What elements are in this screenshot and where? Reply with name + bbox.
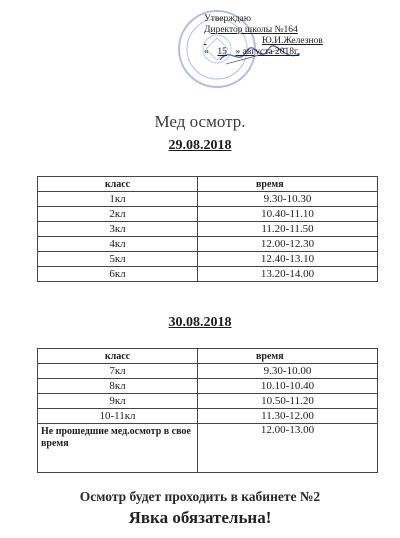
cell-class: 9кл	[38, 394, 198, 409]
cell-time: 9.30-10.00	[198, 364, 378, 379]
day2-date: 30.08.2018	[168, 315, 232, 330]
table-row	[38, 409, 378, 424]
cell-time: 12.40-13.10	[198, 252, 378, 267]
page-title: Мед осмотр.	[154, 112, 246, 131]
table-row	[38, 424, 378, 473]
date-open-quote: «	[204, 47, 209, 57]
column-header-time: время	[198, 177, 378, 192]
table-row	[38, 192, 378, 207]
day1-date: 29.08.2018	[168, 138, 232, 153]
table-row	[38, 379, 378, 394]
day1-schedule-table	[37, 176, 378, 282]
cell-class: 5кл	[38, 252, 198, 267]
cell-class: 2кл	[38, 207, 198, 222]
cell-class-note: Не прошедшие мед.осмотр в свое время	[38, 424, 198, 473]
footer-location: Осмотр будет проходить в кабинете №2	[79, 489, 321, 504]
approval-line-name	[176, 36, 366, 47]
table-row	[38, 207, 378, 222]
cell-time: 12.00-13.00	[198, 424, 378, 473]
cell-time: 13.20-14.00	[198, 267, 378, 282]
table-row	[38, 267, 378, 282]
table-header-row	[38, 349, 378, 364]
cell-class: 6кл	[38, 267, 198, 282]
cell-time: 11.20-11.50	[198, 222, 378, 237]
column-header-time: время	[198, 349, 378, 364]
column-header-class: класс	[38, 177, 198, 192]
cell-class: 7кл	[38, 364, 198, 379]
approval-line-position: Директор школы №164	[204, 25, 298, 35]
table-row	[38, 364, 378, 379]
cell-class: 4кл	[38, 237, 198, 252]
date-day: 15	[217, 47, 227, 57]
approval-line-approve: Утверждаю	[204, 14, 251, 24]
cell-time: 10.50-11.20	[198, 394, 378, 409]
approval-block	[176, 14, 366, 58]
cell-time: 9.30-10.30	[198, 192, 378, 207]
cell-time: 10.10-10.40	[198, 379, 378, 394]
table-row	[38, 252, 378, 267]
table-row	[38, 237, 378, 252]
table-header-row	[38, 177, 378, 192]
director-name: Ю.И.Железнов	[262, 36, 323, 46]
cell-time: 11.30-12.00	[198, 409, 378, 424]
cell-time: 10.40-11.10	[198, 207, 378, 222]
cell-class: 10-11кл	[38, 409, 198, 424]
cell-class: 8кл	[38, 379, 198, 394]
column-header-class: класс	[38, 349, 198, 364]
day2-schedule-table	[37, 348, 378, 473]
approval-line-date	[176, 47, 366, 58]
cell-time: 12.00-12.30	[198, 237, 378, 252]
table-row	[38, 222, 378, 237]
footer-mandatory: Явка обязательна!	[128, 508, 272, 527]
cell-class: 3кл	[38, 222, 198, 237]
table-row	[38, 394, 378, 409]
date-rest: » августа 2018г.	[235, 47, 300, 57]
cell-class: 1кл	[38, 192, 198, 207]
